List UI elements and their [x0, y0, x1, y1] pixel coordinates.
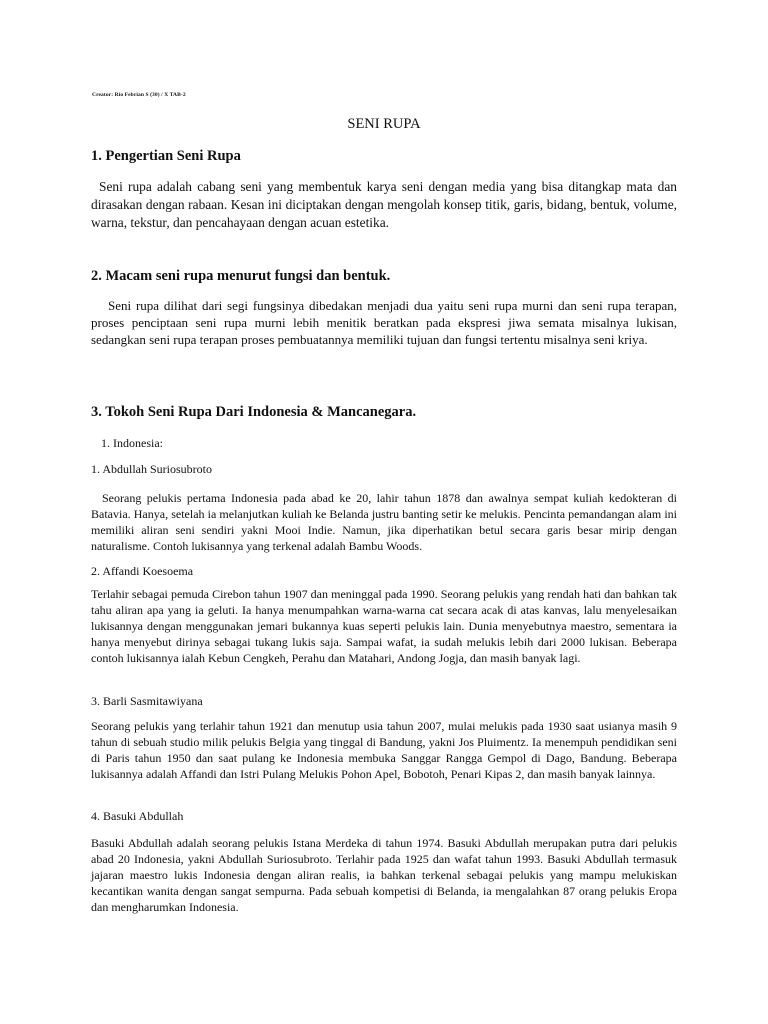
artist-1-name: 1. Abdullah Suriosubroto — [91, 462, 213, 476]
creator-line: Creator: Rio Febrian S (30) / X TAB-2 — [92, 92, 186, 98]
artist-2-name: 2. Affandi Koesoema — [91, 564, 194, 578]
section-1-paragraph: Seni rupa adalah cabang seni yang membentuk karya seni dengan media yang bisa ditangkap mata dan dirasakan dengan rabaan. Kesan ini diciptakan dengan mengolah konsep titik, garis, bidang, bentuk, volume, warna, tekstur, dan pencahayaan dengan acuan estetika. — [91, 179, 677, 231]
section-2-heading: 2. Macam seni rupa menurut fungsi dan bentuk. — [91, 268, 391, 284]
artist-3-name: 3. Barli Sasmitawiyana — [91, 694, 203, 708]
subheading-indonesia: 1. Indonesia: — [101, 436, 163, 450]
artist-1-bio: Seorang pelukis pertama Indonesia pada abad ke 20, lahir tahun 1878 dan awalnya sempat kuliah kedokteran di Batavia. Hanya, setelah ia melanjutkan kuliah ke Belanda justru banting setir ke melukis. Pencinta pemandangan alam ini memiliki aliran seni sendiri yakni Mooi Indie. Namun, jika diperhatikan betul secara garis besar mirip dengan naturalisme. Contoh lukisannya yang terkenal adalah Bambu Woods. — [91, 491, 677, 553]
section-3-heading: 3. Tokoh Seni Rupa Dari Indonesia & Mancanegara. — [91, 404, 417, 420]
artist-4-bio: Basuki Abdullah adalah seorang pelukis Istana Merdeka di tahun 1974. Basuki Abdullah merupakan putra dari pelukis abad 20 Indonesia, yakni Abdullah Suriosubroto. Terlahir pada 1925 dan wafat tahun 1993. Basuki Abdullah termasuk jajaran maestro lukis Indonesia dengan aliran realis, ia bahkan terkenal sebagai pelukis yang mampu melukiskan kecantikan wanita dengan sangat sempurna. Pada sebuah kompetisi di Belanda, ia mengalahkan 87 orang pelukis Eropa dan mengharumkan Indonesia. — [91, 836, 677, 914]
document-title: SENI RUPA — [347, 116, 421, 132]
section-1-heading: 1. Pengertian Seni Rupa — [91, 148, 241, 164]
section-2-paragraph: Seni rupa dilihat dari segi fungsinya dibedakan menjadi dua yaitu seni rupa murni dan seni rupa terapan, proses penciptaan seni rupa murni lebih menitik beratkan pada ekspresi jiwa semata misalnya lukisan, sedangkan seni rupa terapan proses pembuatannya memiliki tujuan dan fungsi tertentu misalnya seni kriya. — [91, 298, 677, 347]
artist-4-name: 4. Basuki Abdullah — [91, 809, 184, 823]
artist-3-bio: Seorang pelukis yang terlahir tahun 1921 dan menutup usia tahun 2007, mulai melukis pada 1930 saat usianya masih 9 tahun di sebuah studio milik pelukis Belgia yang tinggal di Bandung, yakni Jos Pluimentz. Ia menempuh pendidikan seni di Paris tahun 1950 dan saat pulang ke Indonesia membuka Sanggar Rangga Gempol di Dago, Bandung. Beberapa lukisannya adalah Affandi dan Istri Pulang Melukis Pohon Apel, Bobotoh, Penari Kipas 2, dan masih banyak lainnya. — [91, 719, 677, 781]
artist-2-bio: Terlahir sebagai pemuda Cirebon tahun 1907 dan meninggal pada 1990. Seorang pelukis yang rendah hati dan bahkan tak tahu aliran apa yang ia geluti. Ia hanya menumpahkan warna-warna cat secara acak di atas kanvas, lalu menyelesaikan lukisannya dengan menggunakan jemari bukannya kuas seperti pelukis lain. Dunia menyebutnya maestro, sementara ia hanya menyebut dirinya sebagai tukang lukis saja. Sampai wafat, ia sudah melukis lebih dari 2000 lukisan. Beberapa contoh lukisannya ialah Kebun Cengkeh, Perahu dan Matahari, Andong Jogja, dan masih banyak lagi. — [91, 587, 677, 665]
